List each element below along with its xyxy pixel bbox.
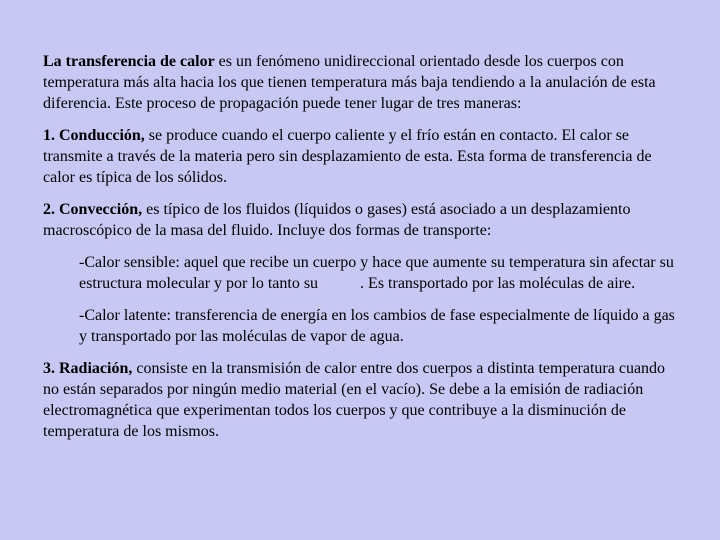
- calor-sensible-text-end: . Es transportado por las moléculas de aire.: [360, 275, 636, 292]
- radiacion-paragraph: [43, 358, 683, 442]
- conduccion-text: se produce cuando el cuerpo caliente y el frío están en contacto. El calor se transmite a través de la materia pero sin desplazamiento de esta. Esta forma de transferencia de calor es típica de los sólidos.: [43, 127, 652, 186]
- slide-content: [43, 51, 683, 453]
- calor-sensible-paragraph: [79, 252, 683, 294]
- intro-term: La transferencia de calor: [43, 53, 215, 70]
- radiacion-text: consiste en la transmisión de calor entre dos cuerpos a distinta temperatura cuando no están separados por ningún medio material (en el vacío). Se debe a la emisión de radiación electromagnética que experimentan todos los cuerpos y que contribuye a la disminución de temperatura de los mismos.: [43, 360, 666, 440]
- conveccion-text: es típico de los fluidos (líquidos o gases) está asociado a un desplazamiento macroscópico de la masa del fluido. Incluye dos formas de transporte:: [43, 201, 631, 239]
- calor-sensible-text: -Calor sensible: aquel que recibe un cuerpo y hace que aumente su temperatura sin afectar su estructura molecular y por lo tanto su: [79, 254, 674, 292]
- conveccion-heading: 2. Convección,: [43, 201, 143, 218]
- conduccion-paragraph: [43, 125, 683, 188]
- conduccion-heading: 1. Conducción,: [43, 127, 145, 144]
- intro-paragraph: [43, 51, 683, 114]
- calor-latente-paragraph: [79, 305, 683, 347]
- radiacion-heading: 3. Radiación,: [43, 360, 133, 377]
- calor-latente-text: -Calor latente: transferencia de energía en los cambios de fase especialmente de líquido a gas y transportado por las moléculas de vapor de agua.: [79, 307, 675, 345]
- intro-text: es un fenómeno unidireccional orientado desde los cuerpos con temperatura más alta hacia los que tienen temperatura más baja tendiendo a la anulación de esta diferencia. Este proceso de propagación puede tener lugar de tres maneras:: [43, 53, 656, 112]
- conveccion-paragraph: [43, 199, 683, 241]
